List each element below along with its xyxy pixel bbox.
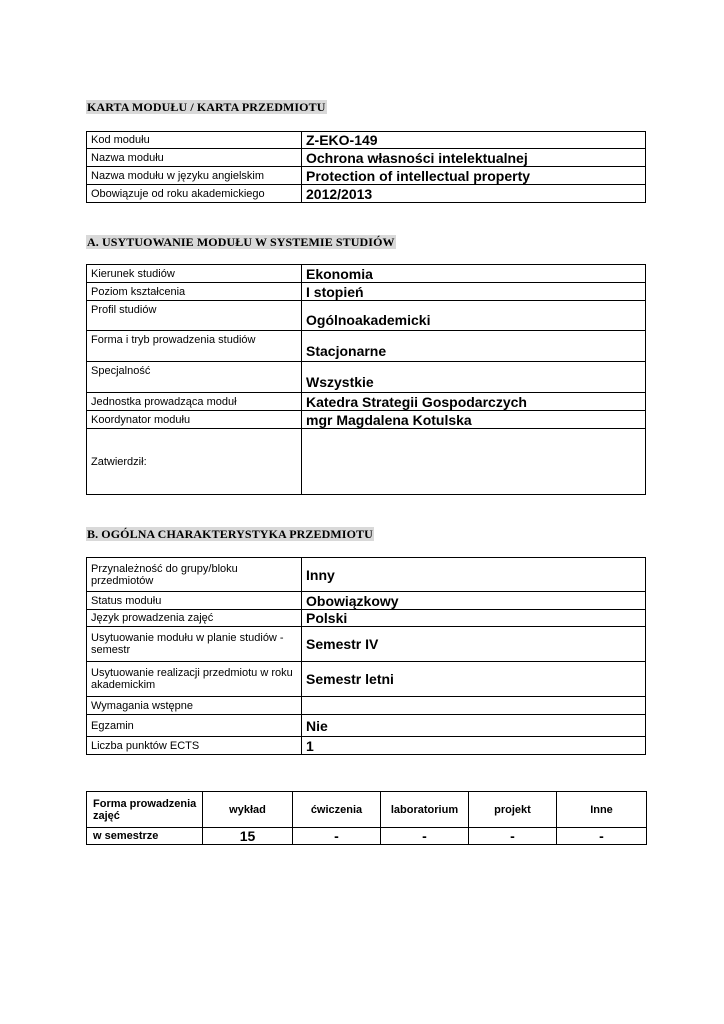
table-row [87,715,646,737]
field-of-study-label: Kierunek studiów [87,265,302,283]
laboratory-header: laboratorium [381,792,469,828]
ects-value: 1 [302,737,646,755]
table-row [87,283,646,301]
coordinator-label: Koordynator modułu [87,411,302,429]
project-hours: - [469,828,557,845]
section-b-title: B. OGÓLNA CHARAKTERYSTYKA PRZEDMIOTU [87,527,373,541]
per-semester-label: w semestrze [87,828,203,845]
table-row [87,737,646,755]
other-hours: - [557,828,647,845]
table-row [87,592,646,610]
table-row [87,627,646,662]
study-mode-label: Forma i tryb prowadzenia studiów [87,331,302,362]
exam-value: Nie [302,715,646,737]
lecture-hours: 15 [203,828,293,845]
exercises-header: ćwiczenia [293,792,381,828]
table-row [87,331,646,362]
approved-by-value [302,429,646,495]
other-header: Inne [557,792,647,828]
coordinator-value: mgr Magdalena Kotulska [302,411,646,429]
table-row [87,185,646,203]
approved-by-label: Zatwierdził: [87,429,302,495]
table-row [87,697,646,715]
table-row [87,662,646,697]
prerequisites-label: Wymagania wstępne [87,697,302,715]
language-value: Polski [302,610,646,627]
module-name-label: Nazwa modułu [87,149,302,167]
class-form-header: Forma prowadzenia zajęć [87,792,203,828]
module-code-value: Z-EKO-149 [302,132,646,149]
academic-year-value: 2012/2013 [302,185,646,203]
table-row [87,411,646,429]
section-a-title: A. USYTUOWANIE MODUŁU W SYSTEMIE STUDIÓW [87,235,395,249]
specialization-label: Specjalność [87,362,302,393]
table-row [87,558,646,592]
module-status-value: Obowiązkowy [302,592,646,610]
prerequisites-value [302,697,646,715]
semester-placement-value: Semestr IV [302,627,646,662]
exam-label: Egzamin [87,715,302,737]
realization-period-label: Usytuowanie realizacji przedmiotu w roku akademickim [87,662,302,697]
ects-label: Liczba punktów ECTS [87,737,302,755]
specialization-value: Wszystkie [302,362,646,393]
module-status-label: Status modułu [87,592,302,610]
module-table [86,131,646,203]
project-header: projekt [469,792,557,828]
lecture-header: wykład [203,792,293,828]
education-level-value: I stopień [302,283,646,301]
table-row [87,167,646,185]
table-row [87,362,646,393]
study-profile-label: Profil studiów [87,301,302,331]
table-row [87,149,646,167]
unit-value: Katedra Strategii Gospodarczych [302,393,646,411]
table-row [87,828,647,845]
unit-label: Jednostka prowadząca moduł [87,393,302,411]
exercises-hours: - [293,828,381,845]
table-row [87,301,646,331]
realization-period-value: Semestr letni [302,662,646,697]
subject-group-label: Przynależność do grupy/bloku przedmiotów [87,558,302,592]
card-title: KARTA MODUŁU / KARTA PRZEDMIOTU [87,100,326,114]
education-level-label: Poziom kształcenia [87,283,302,301]
module-name-value: Ochrona własności intelektualnej [302,149,646,167]
table-row [87,132,646,149]
table-row [87,610,646,627]
semester-placement-label: Usytuowanie modułu w planie studiów - semestr [87,627,302,662]
table-row [87,429,646,495]
table-header-row [87,792,647,828]
subject-group-value: Inny [302,558,646,592]
field-of-study-value: Ekonomia [302,265,646,283]
class-forms-table [86,791,647,845]
academic-year-label: Obowiązuje od roku akademickiego [87,185,302,203]
module-code-label: Kod modułu [87,132,302,149]
module-name-english-label: Nazwa modułu w języku angielskim [87,167,302,185]
language-label: Język prowadzenia zajęć [87,610,302,627]
study-mode-value: Stacjonarne [302,331,646,362]
study-profile-value: Ogólnoakademicki [302,301,646,331]
laboratory-hours: - [381,828,469,845]
section-b-table [86,557,646,755]
section-a-table [86,264,646,495]
table-row [87,393,646,411]
table-row [87,265,646,283]
module-name-english-value: Protection of intellectual property [302,167,646,185]
